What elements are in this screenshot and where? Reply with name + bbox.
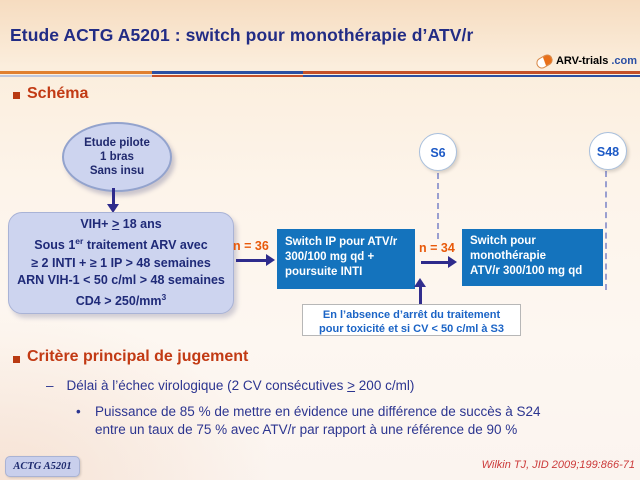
criteria-line: VIH+ > 18 ans (80, 217, 162, 232)
page-title: Etude ACTG A5201 : switch pour monothérapie d’ATV/r (10, 25, 474, 45)
divider-segment (0, 75, 152, 77)
right-arrow-head (266, 254, 275, 266)
divider-segment (303, 75, 640, 77)
dash-bullet: – (46, 378, 54, 393)
ellipse-line: 1 bras (100, 151, 134, 163)
up-arrow (419, 286, 422, 304)
box-line: poursuite INTI (285, 266, 363, 278)
logo-text-suffix: .com (611, 55, 637, 67)
note-line: pour toxicité et si CV < 50 c/ml à S3 (319, 323, 504, 335)
timepoint-s48: S48 (589, 132, 627, 170)
condition-note-box (302, 304, 521, 336)
n34-label: n = 34 (419, 241, 455, 255)
bullet-square-icon (13, 92, 20, 99)
pill-icon (534, 52, 554, 70)
switch-mono-box (462, 229, 603, 286)
right-arrow-head (448, 256, 457, 268)
down-arrow (112, 188, 115, 205)
right-arrow (421, 261, 449, 264)
right-arrow (236, 259, 267, 262)
criteria-line: ≥ 2 INTI + ≥ 1 IP > 48 semaines (31, 255, 211, 270)
criteria-line: Sous 1er traitement ARV avec (34, 236, 208, 253)
schema-heading: Schéma (27, 85, 89, 102)
arv-trials-logo (536, 55, 637, 67)
box-line: ATV/r 300/100 mg qd (470, 265, 583, 277)
critere-item-2-line2: entre un taux de 75 % avec ATV/r par rapport à une référence de 90 % (95, 422, 518, 437)
critere-item-1: – Délai à l’échec virologique (2 CV consécutives > 200 c/ml) (46, 378, 415, 393)
s6-dashed-line (437, 173, 439, 239)
logo-text-main: ARV-trials (555, 55, 609, 67)
reference-citation: Wilkin TJ, JID 2009;199:866-71 (481, 459, 635, 471)
divider-segment (152, 75, 303, 77)
n36-label: n = 36 (233, 239, 269, 253)
box-line: 300/100 mg qd + (285, 251, 375, 263)
bullet-square-icon (13, 356, 20, 363)
switch-ip-box (277, 229, 415, 289)
ellipse-line: Sans insu (89, 165, 145, 177)
dot-bullet: • (76, 404, 81, 419)
divider-segment (152, 71, 303, 74)
criteria-line: $CD4 > 250/mm^3$ (75, 291, 167, 308)
box-line: Switch IP pour ATV/r (285, 236, 398, 248)
ellipse-line: Etude pilote (84, 137, 150, 149)
critere-item-2-line1: Puissance de 85 % de mettre en évidence une différence de succès à S24 (95, 404, 541, 419)
box-line: Switch pour (470, 235, 536, 247)
divider-segment (303, 71, 640, 74)
inclusion-criteria-box (8, 212, 234, 314)
s48-dashed-line (605, 171, 607, 290)
timepoint-s6: S6 (419, 133, 457, 171)
divider-segment (0, 71, 152, 74)
study-badge: ACTG A5201 (5, 456, 80, 477)
critere-heading: Critère principal de jugement (27, 348, 249, 365)
box-line: monothérapie (470, 250, 547, 262)
note-line: En l’absence d’arrêt du traitement (322, 309, 501, 321)
pilot-study-ellipse (62, 122, 172, 192)
criteria-line: ARN VIH-1 < 50 c/ml > 48 semaines (17, 272, 225, 287)
